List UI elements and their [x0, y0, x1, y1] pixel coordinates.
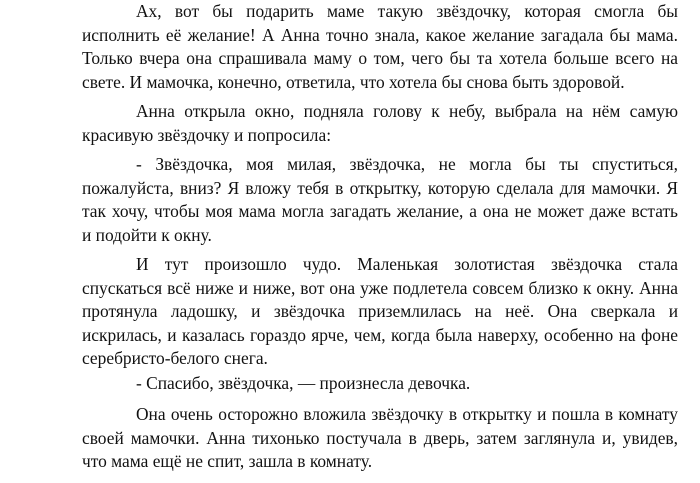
text-line: Она очень осторожно вложила звёздочку в открытку и пошла в комнату: [136, 404, 678, 424]
text-line: свете. И мамочка, конечно, ответила, что хотела бы снова быть здоровой.: [82, 71, 625, 92]
text-line: И тут произошло чудо. Маленькая золотистая звёздочка стала: [136, 254, 678, 274]
text-line: Ах, вот бы подарить маме такую звёздочку, которая смогла бы: [136, 1, 678, 21]
text-line: красивую звёздочку и попросила:: [82, 124, 332, 145]
text-line: - Звёздочка, моя милая, звёздочка, не могла бы ты спуститься,: [136, 154, 678, 174]
text-line: Анна открыла окно, подняла голову к небу, выбрала на нём самую: [136, 101, 678, 121]
text-line: искрилась, и казалась гораздо ярче, чем, когда была наверху, особенно на фоне: [82, 324, 678, 345]
paragraph-4: [82, 253, 678, 371]
paragraph-5: [82, 372, 678, 396]
text-line: Только вчера она спрашивала маму о том, чего бы та хотела больше всего на: [82, 48, 678, 69]
text-line: серебристо-белого снега.: [82, 348, 268, 369]
text-line: - Спасибо, звёздочка, — произнесла девочка.: [136, 373, 471, 393]
paragraph-1: [82, 0, 678, 94]
text-line: что мама ещё не спит, зашла в комнату.: [82, 451, 373, 472]
text-line: протянула ладошку, и звёздочка приземлилась на неё. Она сверкала и: [82, 301, 678, 322]
text-line: так хочу, чтобы моя мама могла загадать желание, а она не может даже встать: [82, 201, 678, 222]
text-line: спускаться всё ниже и ниже, вот она уже подлетела совсем близко к окну. Анна: [82, 277, 678, 298]
text-line: пожалуйста, вниз? Я вложу тебя в открытку, которую сделала для мамочки. Я: [82, 177, 678, 198]
paragraph-2: [82, 100, 678, 147]
paragraph-3: [82, 153, 678, 247]
paragraph-6: [82, 403, 678, 474]
text-line: исполнить её желание! А Анна точно знала, какое желание загадала бы мама.: [82, 24, 678, 45]
text-line: своей мамочки. Анна тихонько постучала в дверь, затем заглянула и, увидев,: [82, 427, 678, 448]
text-line: и подойти к окну.: [82, 224, 212, 245]
